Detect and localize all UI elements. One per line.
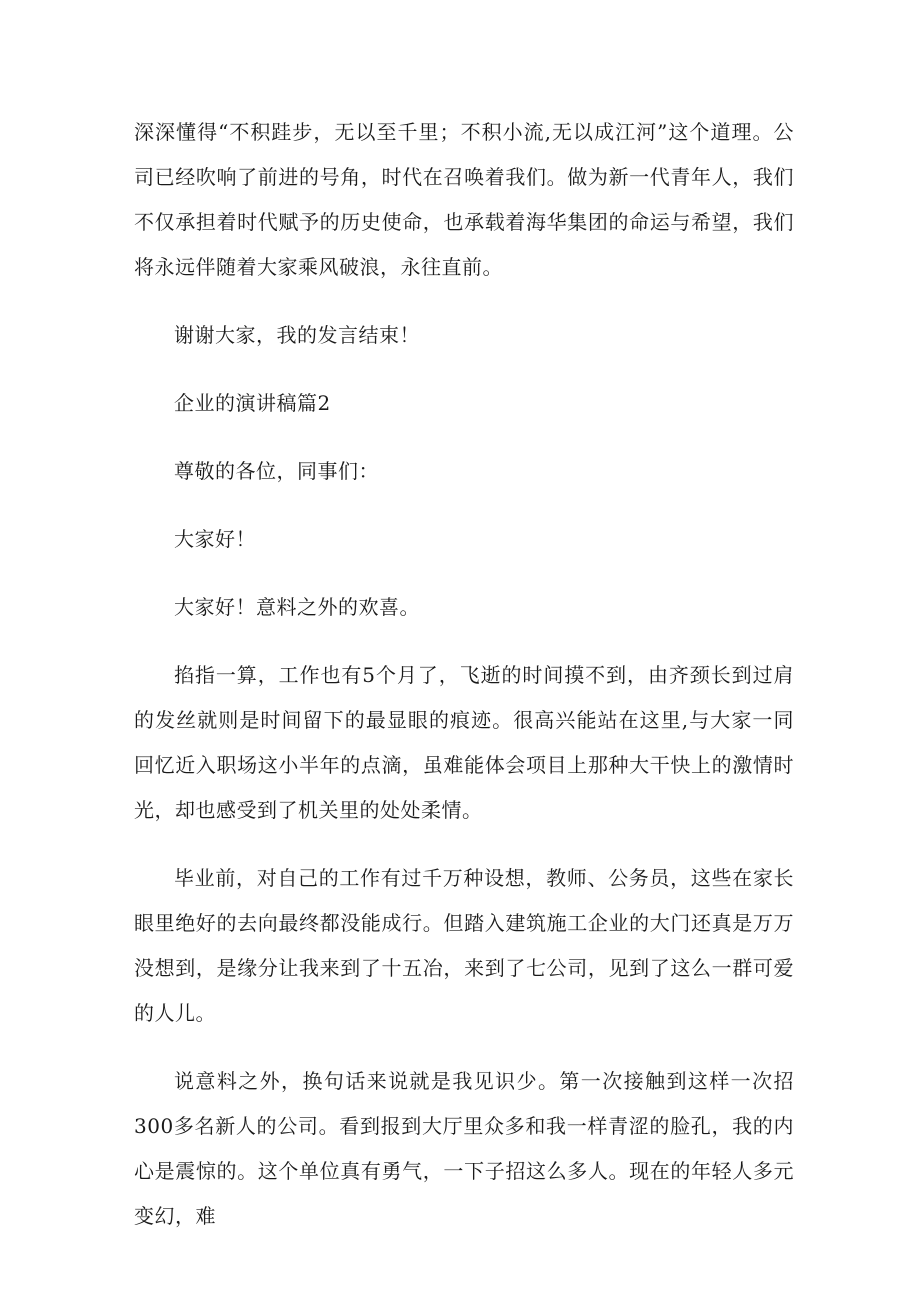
paragraph-salutation: 尊敬的各位，同事们： (174, 459, 379, 483)
section-heading: 企业的演讲稿篇2 (174, 391, 331, 415)
paragraph-closing-thanks: 谢谢大家，我的发言结束！ (174, 323, 420, 347)
document-body (134, 110, 794, 1262)
paragraph-greeting: 大家好！ (174, 527, 256, 551)
paragraph-before-graduation: 毕业前，对自己的工作有过千万种设想，教师、公务员，这些在家长眼里绝好的去向最终都没能成行。但踏入建筑施工企业的大门还真是万万没想到，是缘分让我来到了十五冶，来到了七公司，见到了这么一群可爱的人儿。 (134, 866, 794, 1025)
paragraph-greeting-surprise: 大家好！意料之外的欢喜。 (174, 595, 420, 619)
paragraph-continuation: 深深懂得“不积跬步，无以至千里；不积小流,无以成江河”这个道理。公司已经吹响了前进的号角，时代在召唤着我们。做为新一代青年人，我们不仅承担着时代赋予的历史使命，也承载着海华集团的命运与希望，我们将永远伴随着大家乘风破浪，永往直前。 (134, 120, 794, 279)
paragraph-five-months: 掐指一算，工作也有5个月了，飞逝的时间摸不到，由齐颈长到过肩的发丝就则是时间留下的最显眼的痕迹。很高兴能站在这里,与大家一同回忆近入职场这小半年的点滴，虽难能体会项目上那种大干快上的激情时光，却也感受到了机关里的处处柔情。 (134, 663, 794, 822)
paragraph-unexpected: 说意料之外，换句话来说就是我见识少。第一次接触到这样一次招300多名新人的公司。看到报到大厅里众多和我一样青涩的脸孔，我的内心是震惊的。这个单位真有勇气，一下子招这么多人。现在的年轻人多元变幻，难 (134, 1069, 794, 1228)
